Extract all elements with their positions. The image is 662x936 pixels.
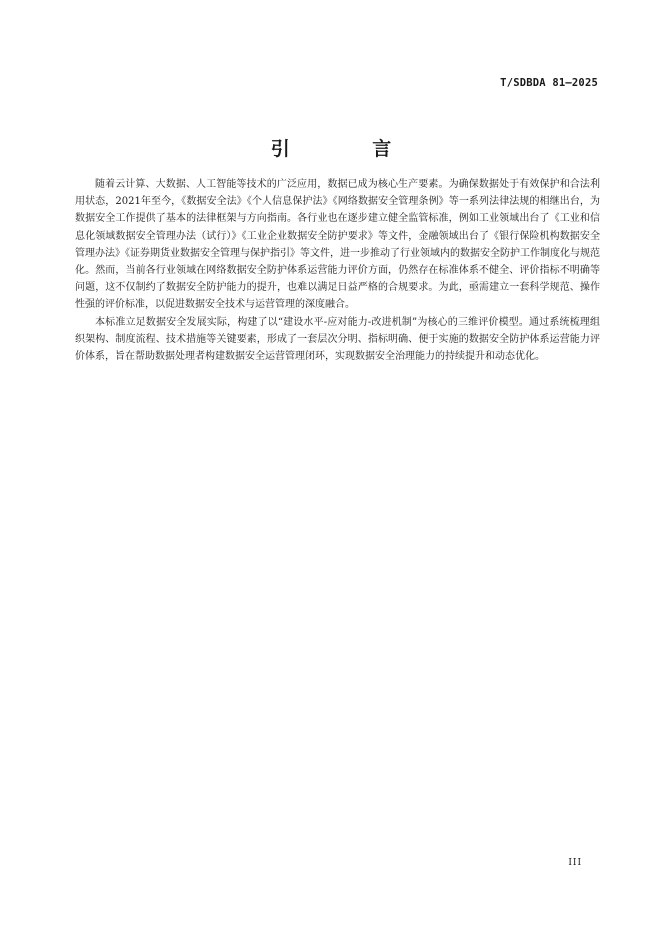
paragraph: 随着云计算、大数据、人工智能等技术的广泛应用，数据已成为核心生产要素。为确保数据处于有效保护和合法利用状态，2021年至今，《数据安全法》《个人信息保护法》《网络数据安全管理条例》等一系列法律法规的相继出台，为数据安全工作提供了基本的法律框架与方向指南。各行业也在逐步建立健全监管标准，例如工业领域出台了《工业和信息化领域数据安全管理办法（试行）》《工业企业数据安全防护要求》等文件，金融领域出台了《银行保险机构数据安全管理办法》《证券期货业数据安全管理与保护指引》等文件，进一步推动了行业领域内的数据安全防护工作制度化与规范化。然而，当前各行业领域在网络数据安全防护体系运营能力评价方面，仍然存在标准体系不健全、评价指标不明确等问题，这不仅制约了数据安全防护能力的提升，也难以满足日益严格的合规要求。为此，亟需建立一套科学规范、操作性强的评价标准，以促进数据安全技术与运营管理的深度融合。 (75, 179, 600, 311)
section-title: 引 言 (270, 138, 430, 160)
paragraph: 本标准立足数据安全发展实际，构建了以“建设水平-应对能力-改进机制”为核心的三维评价模型。通过系统梳理组织架构、制度流程、技术措施等关键要素，形成了一套层次分明、指标明确、便于实施的数据安全防护体系运营能力评价体系，旨在帮助数据处理者构建数据安全运营管理闭环，实现数据安全治理能力的持续提升和动态优化。 (75, 316, 600, 363)
page-number: III (568, 858, 582, 868)
standard-code: T/SDBDA 81—2025 (500, 77, 598, 89)
body-text (75, 176, 600, 365)
